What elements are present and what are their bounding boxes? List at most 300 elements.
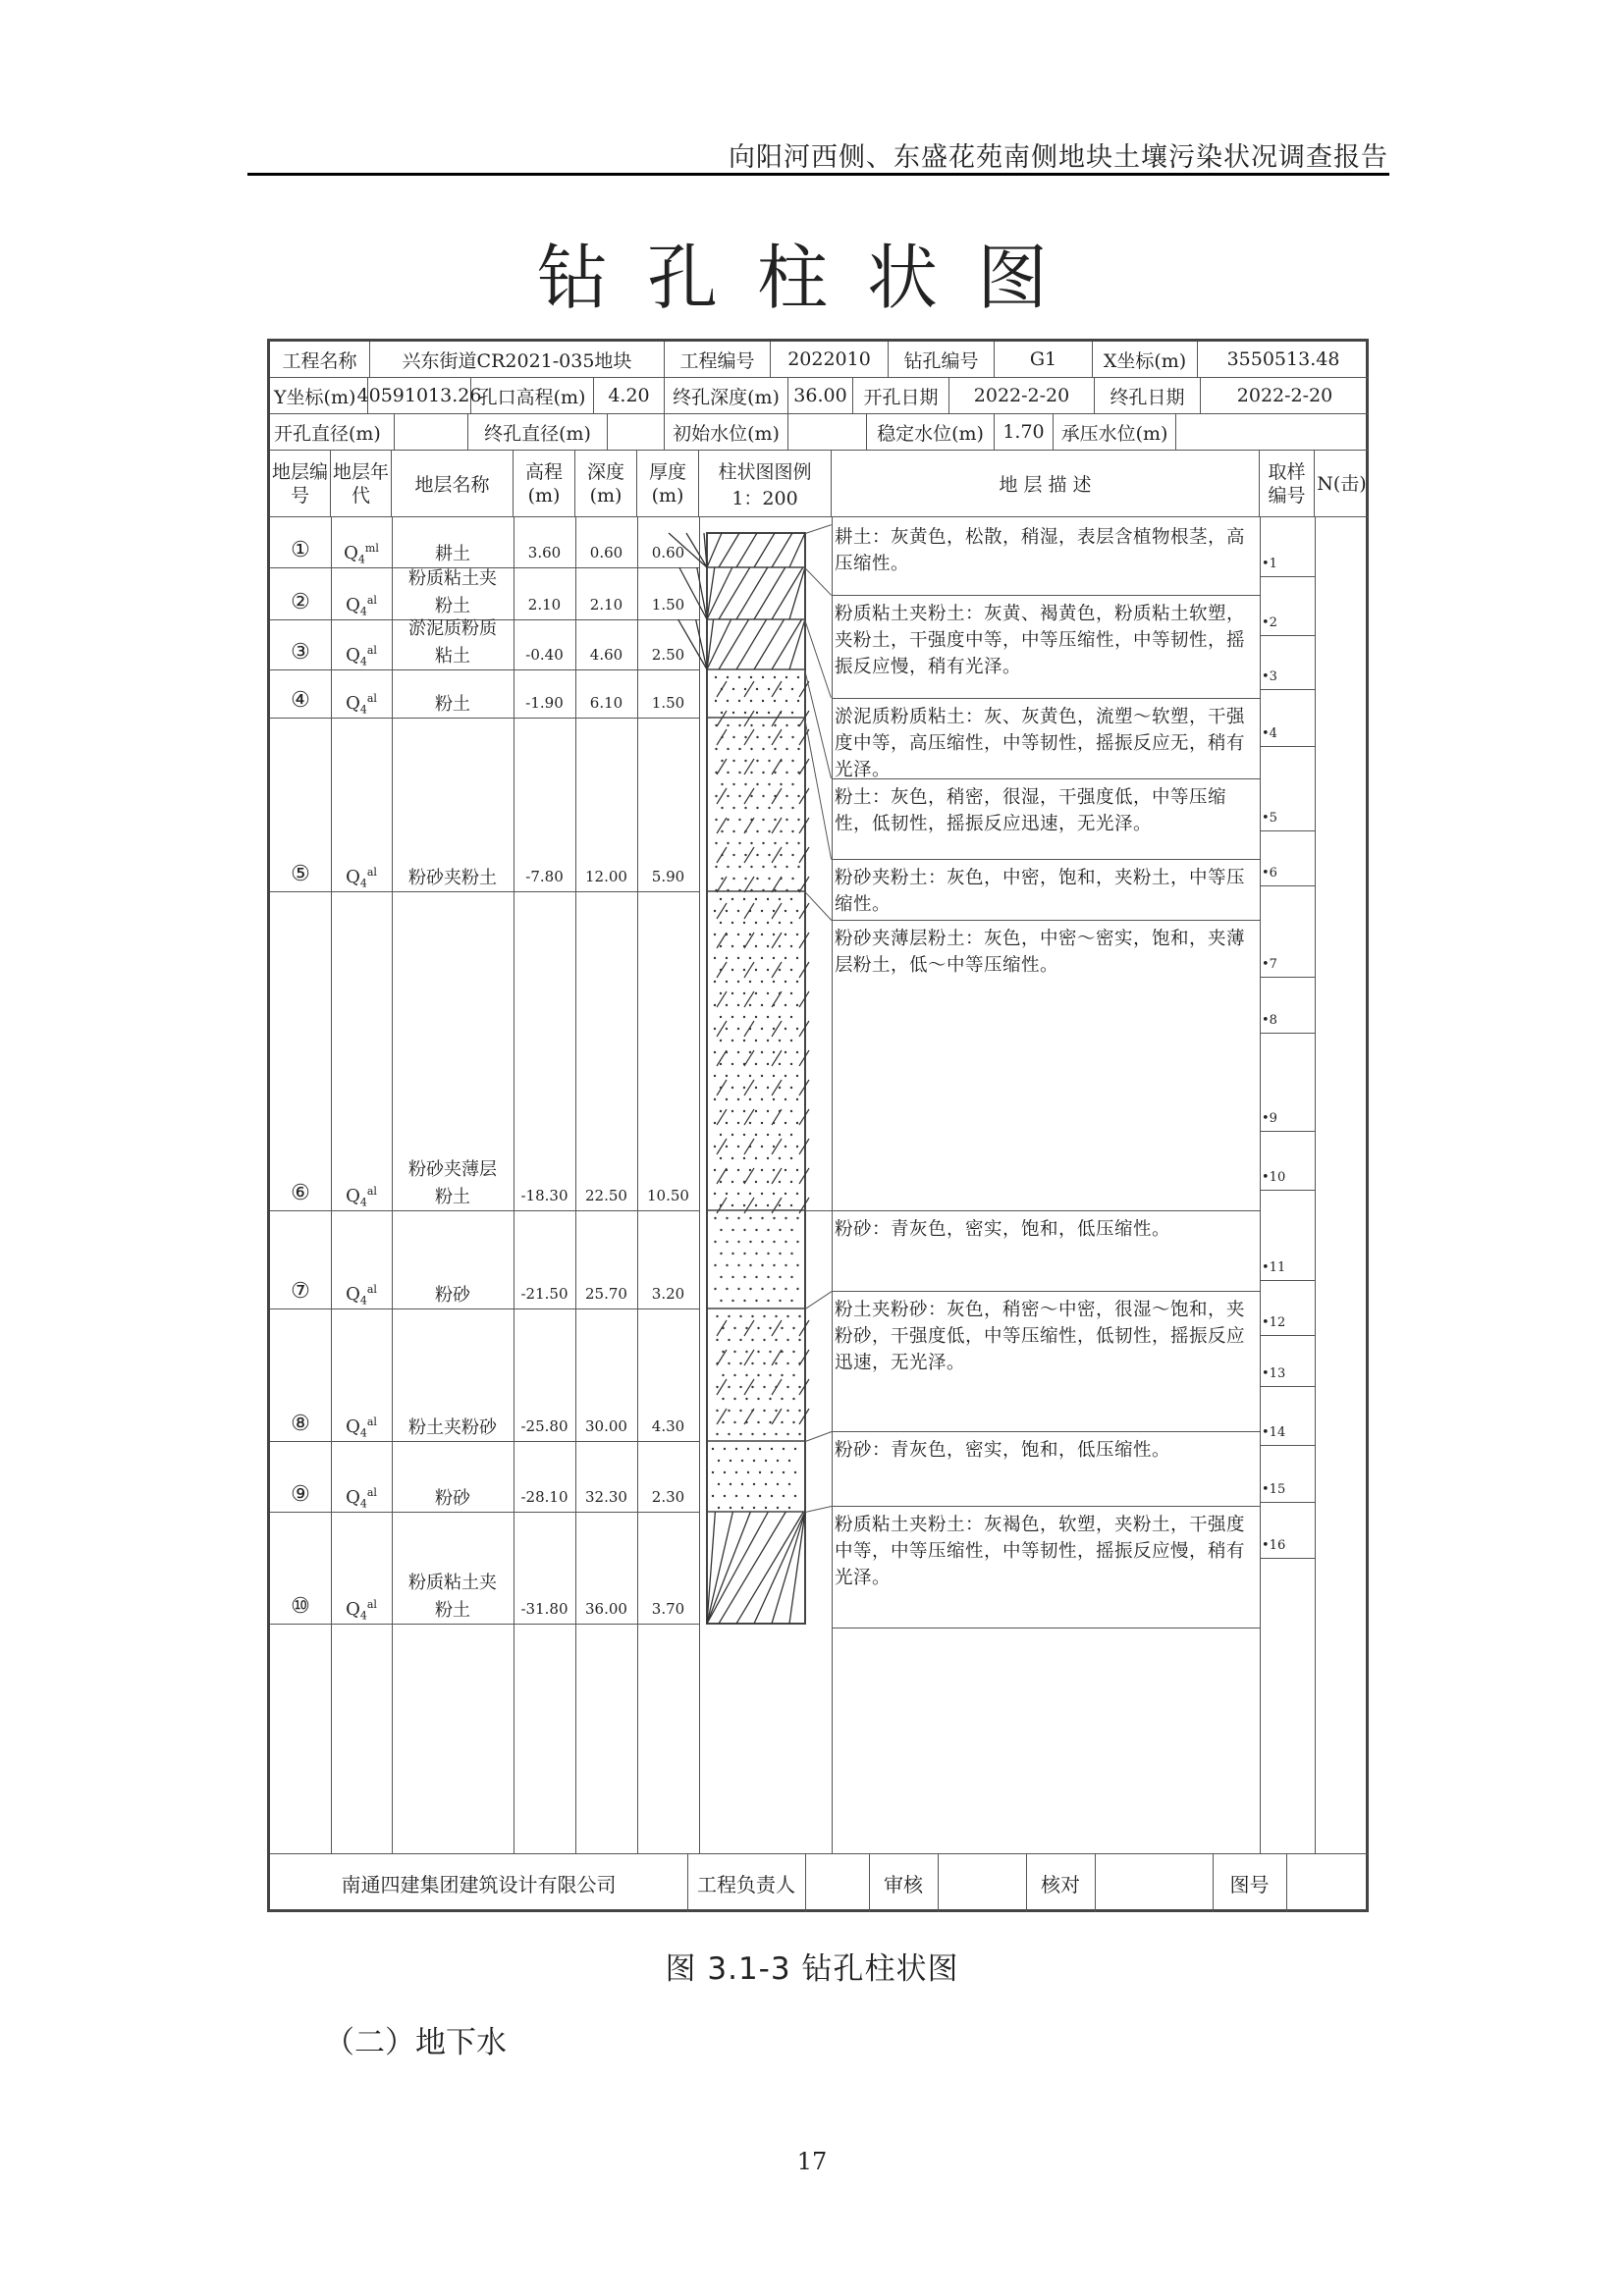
sand-dot [756,854,758,856]
sand-dot [785,819,787,821]
sand-dot [720,922,722,924]
sand-dot [749,1264,751,1266]
layer-elevation: -18.30 [520,1187,568,1204]
layer-name: 粉土 [435,596,470,616]
value-project-name: 兴东街道CR2021-035地块 [370,342,665,378]
layer-thickness: 2.50 [651,646,685,664]
sand-dot [796,1288,798,1290]
sand-dot [786,1410,788,1412]
sand-dot [749,1004,751,1006]
sand-dot [790,1087,792,1089]
sample-marker: •16 [1262,1538,1286,1553]
sand-dot [768,688,770,690]
sand-dot [737,1028,739,1030]
label-x-coord: X坐标(m) [1093,342,1198,378]
sand-dot [731,922,733,924]
col-depth: 深度(m) [575,451,637,517]
sand-dot [720,898,722,900]
sand-dot [731,1276,733,1278]
layer-elevation: -7.80 [525,868,564,885]
sand-dot [749,981,751,983]
sand-dot [720,1276,722,1278]
sand-dot [720,945,722,947]
sand-dot [712,1495,714,1497]
sand-dot [720,1157,722,1159]
layer-thickness: 0.60 [651,544,685,561]
sample-marker: •7 [1262,957,1277,972]
layer-depth: 30.00 [585,1417,627,1435]
sand-dot [797,748,799,750]
sand-dot [715,748,717,750]
sand-dot [757,1327,759,1329]
sand-dot [762,842,764,844]
sand-dot [737,1169,739,1171]
sand-dot [722,1374,724,1376]
sand-dot [721,736,723,738]
section-subheading: （二）地下水 [324,2025,507,2060]
era-superscript: al [366,866,377,879]
layer-elevation: 2.10 [527,596,562,614]
sand-dot [750,866,752,868]
sand-dot [744,760,746,762]
sand-dot [756,807,758,809]
sand-dot [755,1276,757,1278]
report-header-title: 向阳河西侧、东盛花苑南侧地块土壤污染状况调查报告 [729,142,1388,173]
sand-dot [749,1122,751,1124]
sand-dot [756,712,758,714]
sand-dot [762,724,764,726]
sand-dot [720,1300,722,1302]
sand-dot [726,1051,728,1053]
silt-slash [772,1320,782,1336]
sand-dot [780,878,782,880]
value-start-diameter [395,414,468,451]
sand-dot [727,795,729,797]
sand-dot [783,1448,785,1450]
sand-dot [750,889,752,891]
sand-dot [769,1374,771,1376]
layer-elevation: -28.10 [520,1488,568,1506]
sand-dot [743,898,745,900]
sand-dot [755,1134,757,1136]
sand-dot [790,969,792,971]
sand-dot [733,1327,735,1329]
layer-description: 粉土夹粉砂：灰色，稍密～中密，很湿～饱和，夹粉砂，干强度低，中等压缩性，低韧性，摇振反应迅速，无光泽。 [835,1300,1246,1373]
layer-era: $Q_4^{al}$ [346,594,377,618]
sand-dot [790,1016,792,1018]
sand-dot [731,1300,733,1302]
sand-dot [761,1264,763,1266]
era-subscript: 4 [359,1497,367,1511]
sand-dot [735,1471,737,1473]
sand-dot [720,1253,722,1255]
sand-dot [720,1110,722,1112]
sand-dot [737,957,739,959]
sand-dot [727,842,729,844]
sand-dot [716,1410,718,1412]
sand-dot [714,1051,716,1053]
sand-dot [737,1075,739,1077]
sand-dot [749,1146,751,1148]
sand-dot [768,807,770,809]
sand-dot [761,1169,763,1171]
grid-line [1315,517,1316,1853]
sand-dot [726,1264,728,1266]
sand-dot [738,866,740,868]
sand-dot [774,819,776,821]
sand-dot [761,910,763,912]
silt-slash [744,962,754,978]
sand-dot [731,1253,733,1255]
sand-dot [749,1241,751,1243]
sand-dot [767,922,769,924]
sand-dot [771,1495,773,1497]
sand-dot [721,878,723,880]
era-superscript: al [366,594,377,607]
sand-dot [769,1398,771,1400]
sand-dot [798,1339,800,1341]
sand-dot [714,1217,716,1219]
sand-dot [790,1134,792,1136]
sand-dot [767,1229,769,1231]
sand-dot [741,1483,743,1485]
leader-line [804,718,832,859]
sand-dot [790,922,792,924]
layer-name: 耕土 [435,544,470,564]
desc-boundary [832,1291,1260,1292]
sand-dot [797,772,799,774]
sand-dot [731,1204,733,1206]
sand-dot [790,1276,792,1278]
layer-elevation: 3.60 [527,544,562,561]
sand-dot [785,1122,786,1124]
sand-dot [785,700,787,702]
sand-dot [785,1217,786,1219]
sand-dot [721,807,723,809]
sand-dot [737,1146,739,1148]
sand-dot [780,830,782,832]
layer-depth: 2.10 [589,596,623,614]
leader-line [805,1210,832,1211]
sand-dot [797,866,799,868]
sand-dot [743,1063,745,1065]
sand-dot [714,1075,716,1077]
sand-dot [715,772,717,774]
sand-dot [763,1362,765,1364]
era-subscript: 4 [359,605,367,618]
sample-divider [1260,885,1315,886]
sand-dot [785,1146,786,1148]
sample-divider [1260,689,1315,690]
sand-dot [739,1433,741,1435]
sand-dot [761,1288,763,1290]
sand-dot [765,1460,767,1462]
sand-dot [714,1169,716,1171]
clay-hatch [754,533,775,567]
desc-boundary [832,1506,1260,1507]
sand-dot [762,795,764,797]
sample-divider [1260,977,1315,978]
sand-dot [720,1016,722,1018]
sand-dot [796,1146,798,1148]
grid-line [805,1853,806,1912]
sand-dot [751,1410,753,1412]
sand-dot [797,676,799,678]
sand-dot [779,922,781,924]
label-project-no: 工程编号 [665,342,771,378]
sand-dot [797,724,799,726]
sand-dot [743,1181,745,1183]
sand-dot [738,795,740,797]
sand-dot [737,1217,739,1219]
sand-dot [726,1169,728,1171]
silt-slash [744,1080,754,1095]
sand-dot [744,783,746,785]
sand-dot [791,783,793,785]
layer-name: 粘土 [435,646,470,667]
sand-dot [743,1040,745,1041]
layer-description: 粉质粘土夹粉土：灰黄、褐黄色，粉质粘土软塑，夹粉土，干强度中等，中等压缩性，中等韧性，摇振反应慢，稍有光泽。 [835,604,1246,677]
sand-dot [779,1063,781,1065]
sand-dot [726,1028,728,1030]
layer-description: 淤泥质粉质粘土：灰、灰黄色，流塑～软塑，干强度中等，高压缩性，中等韧性，摇振反应无，稍有光泽。 [835,707,1246,780]
sand-dot [716,1433,718,1435]
sand-dot [722,1351,724,1353]
layer-number: ① [291,538,310,562]
sand-dot [762,676,764,678]
sand-dot [767,992,769,994]
sand-dot [779,1181,781,1183]
sand-dot [731,969,733,971]
layer-depth: 6.10 [589,694,623,712]
sand-dot [765,1507,767,1509]
sand-dot [712,1471,714,1473]
sand-dot [761,1028,763,1030]
sand-dot [781,1398,783,1400]
sand-dot [721,688,723,690]
sand-dot [773,1169,775,1171]
sand-dot [714,934,716,935]
sand-dot [768,736,770,738]
sand-dot [749,957,751,959]
sand-dot [732,760,734,762]
era-subscript: 4 [359,1426,367,1440]
sand-dot [790,945,792,947]
sample-divider [1260,1558,1315,1559]
value-final-depth: 36.00 [788,378,853,414]
sand-dot [743,1134,745,1136]
col-thickness: 厚度(m) [637,451,699,517]
sand-dot [728,1410,730,1412]
label-final-depth: 终孔深度(m) [665,378,788,414]
sand-dot [724,1471,726,1473]
layer-era: $Q_4^{al}$ [346,866,377,890]
sand-dot [733,1351,735,1353]
sand-dot [745,1374,747,1376]
sand-dot [767,1181,769,1183]
clay-hatch [719,619,749,669]
sand-dot [785,676,787,678]
sand-dot [755,1253,757,1255]
sand-dot [714,1028,716,1030]
sand-dot [774,772,776,774]
sand-dot [761,981,763,983]
label-initial-water: 初始水位(m) [665,414,788,451]
sand-dot [737,934,739,935]
sand-dot [744,854,746,856]
sand-dot [762,866,764,868]
sand-dot [737,910,739,912]
layer-boundary [270,1441,699,1442]
leader-line [805,1431,832,1442]
sand-dot [731,1181,733,1183]
sand-dot [775,1410,777,1412]
sand-dot [726,910,728,912]
sand-dot [726,1075,728,1077]
sand-dot [790,1110,792,1112]
clay-hatch [754,619,785,669]
sand-dot [774,724,776,726]
sand-dot [727,819,729,821]
sand-dot [718,1460,720,1462]
sand-dot [780,760,782,762]
label-borehole-no: 钻孔编号 [889,342,995,378]
clay-hatch [736,567,768,619]
clay-hatch [772,533,792,567]
sand-dot [788,1507,790,1509]
grid-line [832,517,833,1853]
sand-dot [741,1460,743,1462]
sand-dot [737,1193,739,1195]
sand-dot [794,1448,796,1450]
sand-dot [769,1421,771,1423]
era-superscript: al [366,644,377,657]
layer-elevation: -31.80 [520,1600,568,1618]
sand-dot [767,1016,769,1018]
sand-dot [777,1507,779,1509]
sand-dot [767,1040,769,1041]
sand-dot [714,1288,716,1290]
desc-boundary [832,859,1260,860]
sand-dot [714,1241,716,1243]
sand-dot [714,1193,716,1195]
sand-dot [762,889,764,891]
sand-dot [761,1217,763,1219]
era-superscript: ml [364,542,379,555]
sand-dot [785,842,787,844]
sand-dot [722,1421,724,1423]
col-sample-no: 取样编号 [1260,451,1315,517]
clay-hatch [707,533,722,567]
label-collar-elevation: 孔口高程(m) [471,378,594,414]
sand-dot [739,1315,741,1317]
sand-dot [720,1087,722,1089]
sand-dot [796,1004,798,1006]
layer-number: ⑤ [291,862,310,886]
sand-dot [791,830,793,832]
sand-dot [788,1483,790,1485]
layer-number: ⑥ [291,1181,310,1205]
sand-dot [726,1146,728,1148]
sand-dot [790,1300,792,1302]
sand-dot [779,1253,781,1255]
sand-dot [738,676,740,678]
layer-name: 粉砂 [435,1285,470,1306]
sand-dot [743,945,745,947]
sand-dot [718,1483,720,1485]
sand-dot [755,1204,757,1206]
sand-dot [774,748,776,750]
sand-dot [785,1004,786,1006]
sand-dot [715,676,717,678]
sand-dot [749,910,751,912]
sand-dot [785,957,786,959]
layer-elevation: -1.90 [525,694,564,712]
sand-dot [755,1087,757,1089]
layer-thickness: 1.50 [651,596,685,614]
sand-dot [773,1098,775,1100]
sample-marker: •1 [1262,557,1277,571]
sand-dot [759,1471,761,1473]
sand-dot [768,878,770,880]
sand-dot [722,1327,724,1329]
desc-boundary [832,595,1260,596]
sand-dot [731,898,733,900]
sand-dot [785,1241,786,1243]
sand-dot [761,1075,763,1077]
sand-dot [796,1051,798,1053]
sand-dot [731,1110,733,1112]
sand-dot [761,1004,763,1006]
layer-name: 粉砂夹粉土 [408,868,497,888]
sand-dot [714,981,716,983]
sand-dot [712,1448,714,1450]
sand-dot [731,1016,733,1018]
sample-marker: •8 [1262,1013,1277,1028]
layer-description: 耕土：灰黄色，松散，稍湿，表层含植物根茎，高压缩性。 [835,527,1246,574]
layer-name: 淤泥质粉质 [408,618,497,639]
sand-dot [763,1386,765,1388]
figure-caption: 图 3.1-3 钻孔柱状图 [665,1951,959,1987]
sand-dot [775,1315,777,1317]
layer-number: ② [291,590,310,614]
sand-dot [737,1004,739,1006]
sand-dot [738,724,740,726]
era-superscript: al [366,1283,377,1296]
layer-number: ⑩ [291,1594,310,1619]
sand-dot [767,1253,769,1255]
sand-dot [779,1040,781,1041]
label-project-name: 工程名称 [270,342,370,378]
sand-dot [773,910,775,912]
sand-dot [796,1241,798,1243]
sand-dot [749,1169,751,1171]
sand-dot [755,945,757,947]
sand-dot [724,1495,726,1497]
col-elevation: 高程(m) [514,451,575,517]
sand-dot [750,772,752,774]
sand-dot [796,934,798,935]
sand-dot [732,854,734,856]
sand-dot [790,1253,792,1255]
sand-dot [755,1157,757,1159]
sand-dot [769,1327,771,1329]
sand-dot [731,1229,733,1231]
header-rule [247,173,1389,176]
sand-dot [756,760,758,762]
sand-dot [716,1362,718,1364]
desc-boundary [832,1210,1260,1211]
